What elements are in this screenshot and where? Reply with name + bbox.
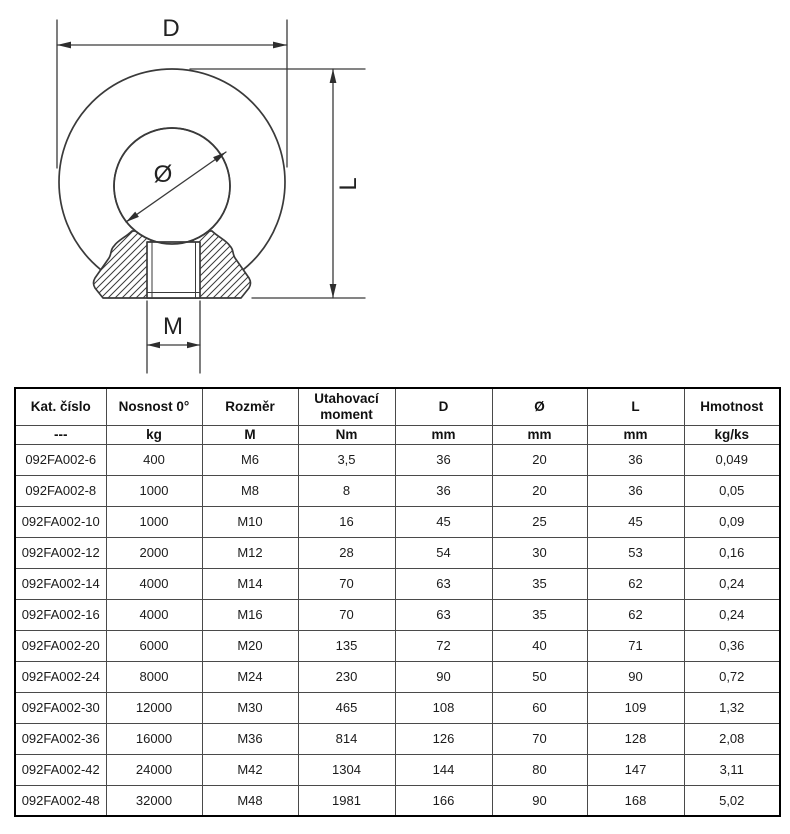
table-cell: M48 [202,785,298,816]
table-cell: 90 [395,661,492,692]
table-header-row [15,388,780,425]
table-row [15,754,780,785]
table-cell: M14 [202,568,298,599]
table-cell: 109 [587,692,684,723]
table-cell: 50 [492,661,587,692]
table-cell: 40 [492,630,587,661]
table-cell: 092FA002-36 [15,723,106,754]
table-cell: 20 [492,475,587,506]
table-cell: 35 [492,568,587,599]
table-row [15,537,780,568]
table-cell: 45 [395,506,492,537]
table-cell: 72 [395,630,492,661]
table-cell: 90 [492,785,587,816]
table-row [15,506,780,537]
dimension-label-diameter: Ø [153,161,173,188]
table-row [15,444,780,475]
table-cell: 092FA002-24 [15,661,106,692]
table-cell: 70 [298,599,395,630]
column-header-rozmer: Rozměr [202,388,298,425]
table-cell: 60 [492,692,587,723]
table-cell: 092FA002-6 [15,444,106,475]
table-cell: 0,72 [684,661,780,692]
table-cell: 092FA002-30 [15,692,106,723]
column-header-nosnost: Nosnost 0° [106,388,202,425]
table-cell: 4000 [106,599,202,630]
table-cell: 465 [298,692,395,723]
table-cell: M12 [202,537,298,568]
table-cell: 80 [492,754,587,785]
table-cell: 1000 [106,475,202,506]
table-cell: 2,08 [684,723,780,754]
table-cell: 62 [587,599,684,630]
table-cell: 35 [492,599,587,630]
table-cell: M20 [202,630,298,661]
table-cell: 168 [587,785,684,816]
table-cell: 90 [587,661,684,692]
dimension-label-d: D [162,15,180,42]
table-cell: 8000 [106,661,202,692]
eye-nut-technical-drawing [0,0,790,387]
table-cell: 230 [298,661,395,692]
table-cell: 092FA002-20 [15,630,106,661]
table-cell: M42 [202,754,298,785]
table-cell: M6 [202,444,298,475]
table-cell: 8 [298,475,395,506]
specs-table [14,387,781,817]
table-cell: 3,5 [298,444,395,475]
table-row [15,568,780,599]
table-cell: 36 [395,475,492,506]
table-body [15,444,780,816]
column-header-utahovaci-moment: Utahovací moment [298,388,395,425]
table-cell: 092FA002-42 [15,754,106,785]
table-cell: 20 [492,444,587,475]
table-cell: 71 [587,630,684,661]
unit-cell: --- [15,425,106,444]
table-cell: 128 [587,723,684,754]
unit-cell: mm [395,425,492,444]
table-cell: 30 [492,537,587,568]
table-cell: 2000 [106,537,202,568]
table-units-row [15,425,780,444]
table-cell: 092FA002-14 [15,568,106,599]
table-cell: 814 [298,723,395,754]
table-cell: 108 [395,692,492,723]
table-cell: 63 [395,599,492,630]
table-cell: M24 [202,661,298,692]
table-cell: 36 [587,475,684,506]
table-cell: 147 [587,754,684,785]
table-cell: 3,11 [684,754,780,785]
table-cell: 4000 [106,568,202,599]
table-cell: M10 [202,506,298,537]
table-cell: M16 [202,599,298,630]
unit-cell: Nm [298,425,395,444]
table-cell: 135 [298,630,395,661]
table-cell: 54 [395,537,492,568]
table-cell: 25 [492,506,587,537]
table-cell: 400 [106,444,202,475]
table-row [15,785,780,816]
table-cell: 092FA002-16 [15,599,106,630]
table-cell: 1,32 [684,692,780,723]
dimension-label-l: L [335,177,362,191]
table-cell: 16000 [106,723,202,754]
table-row [15,723,780,754]
table-cell: 0,05 [684,475,780,506]
table-cell: 6000 [106,630,202,661]
dimension-m [147,301,200,373]
column-header-l: L [587,388,684,425]
unit-cell: M [202,425,298,444]
table-cell: M8 [202,475,298,506]
thread-bore [147,242,200,298]
table-cell: 70 [492,723,587,754]
unit-cell: kg/ks [684,425,780,444]
column-header-kat-cislo: Kat. číslo [15,388,106,425]
table-cell: 53 [587,537,684,568]
table-cell: 1000 [106,506,202,537]
table-cell: 1981 [298,785,395,816]
table-row [15,599,780,630]
table-cell: 0,09 [684,506,780,537]
column-header-d: D [395,388,492,425]
table-cell: 0,24 [684,568,780,599]
table-cell: 1304 [298,754,395,785]
dimension-label-m: M [163,313,183,340]
column-header-diameter: Ø [492,388,587,425]
table-cell: 62 [587,568,684,599]
table-cell: 092FA002-10 [15,506,106,537]
table-cell: 45 [587,506,684,537]
unit-cell: mm [587,425,684,444]
table-cell: 126 [395,723,492,754]
table-cell: 36 [395,444,492,475]
table-cell: 0,36 [684,630,780,661]
table-cell: 144 [395,754,492,785]
table-cell: 092FA002-8 [15,475,106,506]
table-row [15,475,780,506]
table-cell: 0,16 [684,537,780,568]
table-cell: 0,049 [684,444,780,475]
table-row [15,692,780,723]
table-cell: M30 [202,692,298,723]
table-cell: 70 [298,568,395,599]
unit-cell: mm [492,425,587,444]
table-cell: 36 [587,444,684,475]
table-cell: 5,02 [684,785,780,816]
table-cell: 63 [395,568,492,599]
table-cell: 16 [298,506,395,537]
table-cell: 12000 [106,692,202,723]
table-cell: 092FA002-48 [15,785,106,816]
table-cell: M36 [202,723,298,754]
table-cell: 0,24 [684,599,780,630]
table-cell: 28 [298,537,395,568]
table-row [15,630,780,661]
table-cell: 24000 [106,754,202,785]
table-cell: 32000 [106,785,202,816]
table-cell: 092FA002-12 [15,537,106,568]
table-row [15,661,780,692]
table-cell: 166 [395,785,492,816]
column-header-hmotnost: Hmotnost [684,388,780,425]
unit-cell: kg [106,425,202,444]
